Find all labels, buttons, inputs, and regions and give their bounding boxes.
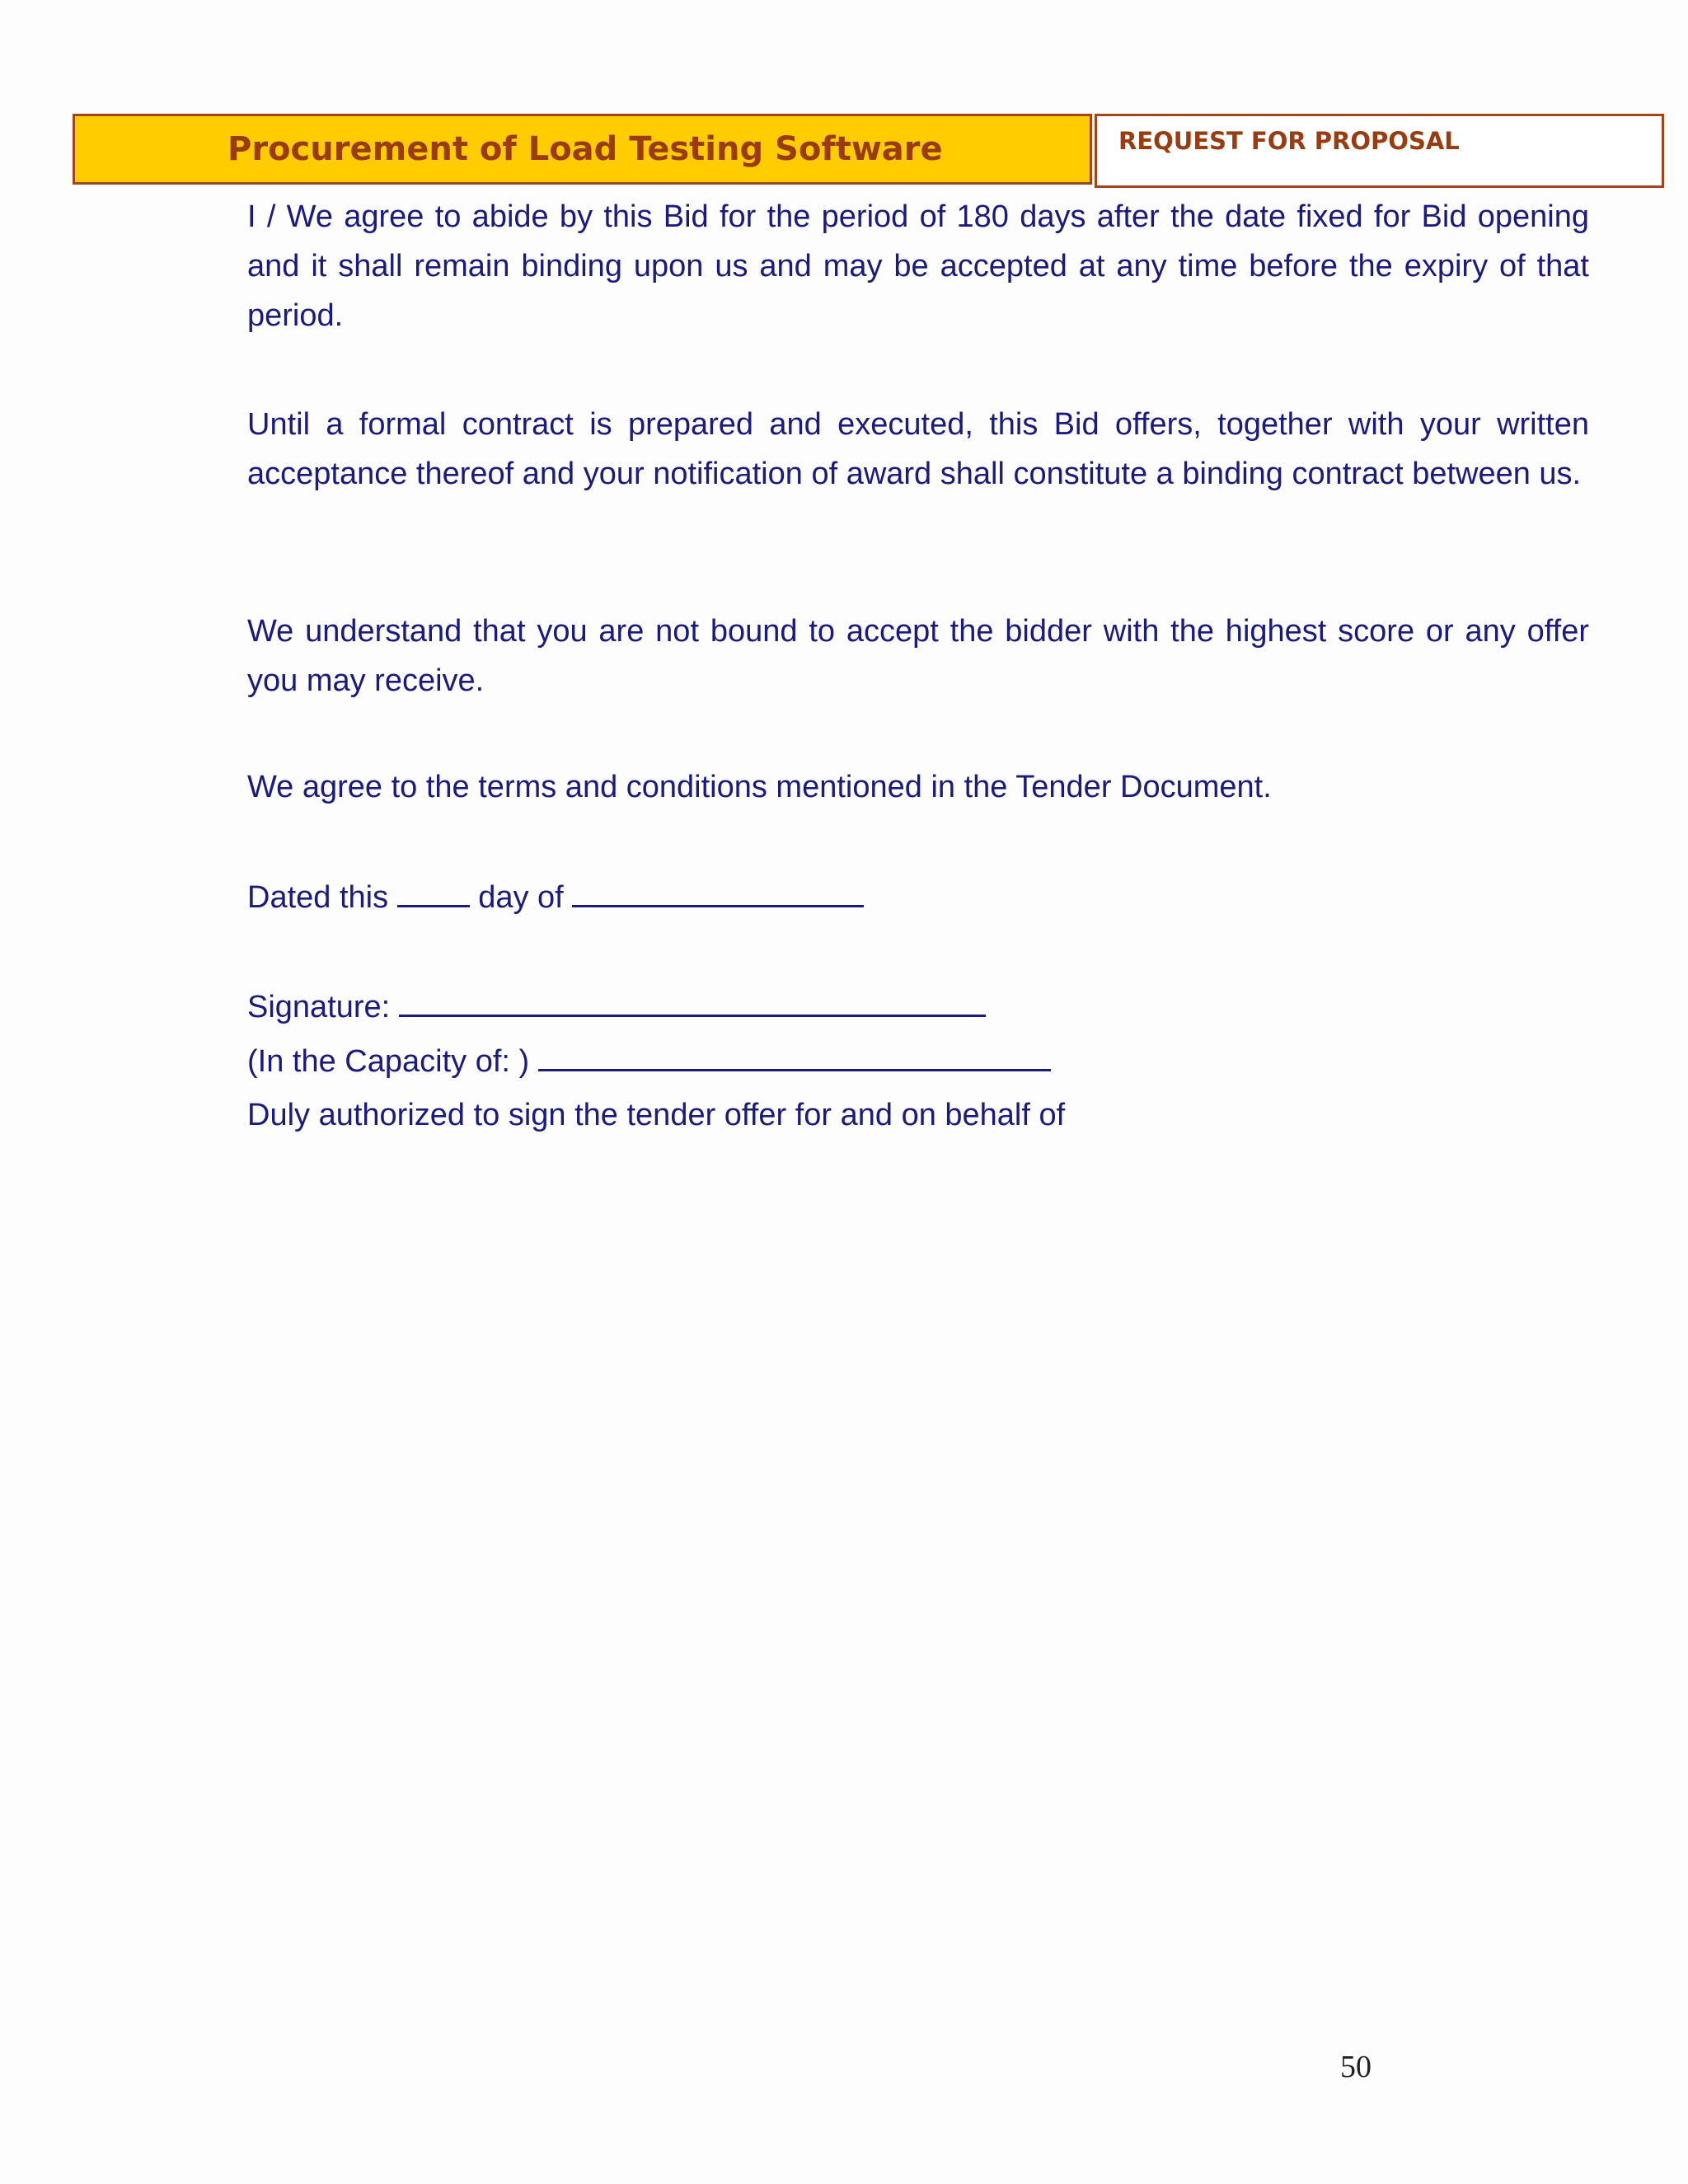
month-blank[interactable] <box>572 872 864 907</box>
capacity-label: (In the Capacity of: ) <box>247 1044 530 1079</box>
dated-prefix-label: Dated this <box>247 880 389 915</box>
day-of-label: day of <box>478 880 564 915</box>
terms-paragraph: We agree to the terms and conditions mentioned in the Tender Document. <box>247 770 1272 804</box>
header-title-box <box>73 114 1092 185</box>
document-type-label: REQUEST FOR PROPOSAL <box>1118 127 1460 155</box>
dated-line <box>247 872 864 922</box>
authorization-line <box>247 1090 1065 1140</box>
signature-blank[interactable] <box>399 982 986 1017</box>
bid-validity-paragraph: I / We agree to abide by this Bid for the period of 180 days after the date fixed for Bid opening and it shall remain binding upon us and may be accepted at any time before the expiry of that period. <box>247 199 1589 333</box>
document-title: Procurement of Load Testing Software <box>227 130 943 168</box>
binding-contract-paragraph: Until a formal contract is prepared and executed, this Bid offers, together with your written acceptance thereof and your notification of award shall constitute a binding contract between us. <box>247 407 1589 491</box>
page-number: 50 <box>1340 2050 1372 2084</box>
capacity-line <box>247 1036 1051 1086</box>
acceptance-paragraph: We understand that you are not bound to accept the bidder with the highest score or any offer you may receive. <box>247 614 1589 698</box>
capacity-blank[interactable] <box>538 1036 1051 1071</box>
signature-line <box>247 982 986 1032</box>
day-blank[interactable] <box>397 872 470 907</box>
signature-label: Signature: <box>247 990 391 1024</box>
header-type-box <box>1095 114 1664 188</box>
authorization-text: Duly authorized to sign the tender offer for and on behalf of <box>247 1098 1066 1132</box>
